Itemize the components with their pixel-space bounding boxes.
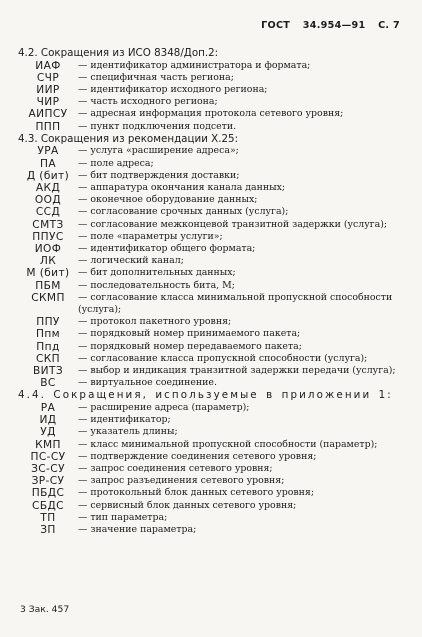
abbreviation-row — [18, 377, 402, 389]
standard-label: ГОСТ — [261, 20, 291, 31]
abbreviation-term: УД — [40, 426, 56, 439]
abbreviation-list — [18, 47, 402, 536]
abbreviation-row — [18, 145, 402, 157]
abbreviation-term: ППП — [35, 120, 61, 133]
abbreviation-row — [18, 121, 402, 133]
abbreviation-definition: — подтверждение соединения сетевого уровня; — [78, 450, 317, 462]
abbreviation-row — [18, 439, 402, 451]
abbreviation-term: ИИР — [36, 84, 60, 96]
page-number: С. 7 — [378, 20, 400, 31]
abbreviation-row — [18, 219, 402, 231]
abbreviation-term: ООД — [34, 194, 62, 207]
abbreviation-row — [18, 463, 402, 475]
abbreviation-term: ЗП — [40, 524, 56, 537]
abbreviation-definition: — услуга «расширение адреса»; — [78, 145, 239, 157]
abbreviation-row — [18, 500, 402, 512]
abbreviation-definition: — тип параметра; — [78, 511, 168, 523]
abbreviation-term: ТП — [40, 511, 56, 524]
abbreviation-row — [18, 72, 402, 84]
abbreviation-definition: — часть исходного региона; — [78, 96, 218, 108]
abbreviation-row — [18, 365, 402, 377]
abbreviation-definition: — протокольный блок данных сетевого уровня; — [78, 487, 315, 499]
abbreviation-row — [18, 426, 402, 438]
abbreviation-row — [18, 475, 402, 487]
abbreviation-row — [18, 170, 402, 182]
abbreviation-term: ИД — [39, 414, 57, 427]
abbreviation-row — [18, 341, 402, 353]
abbreviation-term: Ппд — [36, 340, 60, 353]
abbreviation-definition: — идентификатор общего формата; — [78, 243, 256, 255]
abbreviation-term: РА — [40, 402, 56, 415]
abbreviation-term: ПС-СУ — [30, 450, 66, 463]
abbreviation-row — [18, 292, 402, 316]
abbreviation-term: ПБДС — [31, 487, 65, 500]
abbreviation-definition: — расширение адреса (параметр); — [78, 402, 250, 414]
abbreviation-term: УРА — [37, 145, 59, 158]
abbreviation-row — [18, 158, 402, 170]
abbreviation-row — [18, 402, 402, 414]
abbreviation-row — [18, 182, 402, 194]
abbreviation-definition: — аппаратура окончания канала данных; — [78, 182, 286, 194]
abbreviation-definition: — согласование класса пропускной способности (услуга); — [78, 352, 368, 364]
section-heading: 4.3. Сокращения из рекомендации Х.25: — [18, 132, 239, 145]
abbreviation-term: СМТЗ — [32, 218, 64, 231]
abbreviation-row — [18, 84, 402, 96]
page-footer: 3 Зак. 457 — [20, 604, 70, 615]
abbreviation-term: АИПСУ — [28, 108, 68, 121]
abbreviation-definition: — указатель длины; — [78, 426, 178, 438]
abbreviation-term: СКП — [35, 352, 61, 365]
abbreviation-term: Ппм — [35, 328, 61, 341]
abbreviation-term: ПА — [39, 157, 56, 170]
abbreviation-definition: — протокол пакетного уровня; — [78, 316, 232, 328]
page-header — [261, 20, 400, 31]
abbreviation-term: ВИТЗ — [32, 365, 64, 378]
abbreviation-definition: — порядковый номер передаваемого пакета; — [78, 340, 302, 352]
abbreviation-definition: — порядковый номер принимаемого пакета; — [78, 328, 301, 340]
abbreviation-term: КМП — [35, 438, 61, 451]
abbreviation-term: ППУ — [36, 316, 60, 329]
abbreviation-definition: — виртуальное соединение. — [78, 377, 217, 389]
abbreviation-definition: — выбор и индикация транзитной задержки передачи (услуга); — [78, 365, 396, 377]
abbreviation-term: Д (бит) — [26, 169, 70, 182]
abbreviation-row — [18, 328, 402, 340]
abbreviation-term: ППУС — [32, 230, 64, 243]
abbreviation-definition: — согласование класса минимальной пропускной способности (услуга); — [78, 291, 393, 316]
abbreviation-row — [18, 108, 402, 120]
abbreviation-definition: — специфичная часть региона; — [78, 71, 234, 83]
abbreviation-term: СЧР — [36, 71, 60, 84]
abbreviation-row — [18, 316, 402, 328]
abbreviation-definition: — согласование межконцевой транзитной задержки (услуга); — [78, 218, 388, 230]
abbreviation-definition: — класс минимальной пропускной способности (параметр); — [78, 438, 378, 450]
abbreviation-term: СКМП — [31, 291, 65, 304]
abbreviation-definition: — значение параметра; — [78, 524, 197, 536]
abbreviation-definition: — бит подтверждения доставки; — [78, 169, 240, 181]
abbreviation-row — [18, 487, 402, 499]
abbreviation-definition: — идентификатор; — [78, 414, 171, 426]
abbreviation-term: ССД — [35, 206, 61, 219]
abbreviation-term: АКД — [35, 182, 61, 195]
abbreviation-definition: — пункт подключения подсети. — [78, 120, 237, 132]
abbreviation-row — [18, 353, 402, 365]
abbreviation-term: ИОФ — [34, 243, 62, 256]
abbreviation-term: М (бит) — [26, 267, 70, 280]
abbreviation-row — [18, 60, 402, 72]
abbreviation-definition: — оконечное оборудование данных; — [78, 194, 258, 206]
abbreviation-definition: — поле «параметры услуги»; — [78, 230, 223, 242]
abbreviation-definition: — сервисный блок данных сетевого уровня; — [78, 499, 297, 511]
abbreviation-row — [18, 512, 402, 524]
abbreviation-row — [18, 267, 402, 279]
abbreviation-definition: — идентификатор администратора и формата; — [78, 59, 311, 71]
section-heading: 4.2. Сокращения из ИСО 8348/Доп.2: — [18, 47, 219, 59]
abbreviation-row — [18, 194, 402, 206]
abbreviation-definition: — запрос соединения сетевого уровня; — [78, 463, 273, 475]
abbreviation-definition: — логический канал; — [78, 255, 184, 267]
abbreviation-term: ЗР-СУ — [31, 475, 65, 488]
abbreviation-definition: — согласование срочных данных (услуга); — [78, 206, 289, 218]
abbreviation-row — [18, 524, 402, 536]
abbreviation-row — [18, 451, 402, 463]
abbreviation-row — [18, 231, 402, 243]
abbreviation-row — [18, 255, 402, 267]
abbreviation-definition: — идентификатор исходного региона; — [78, 84, 268, 95]
abbreviation-term: ИАФ — [35, 59, 61, 72]
abbreviation-definition: — запрос разъединения сетевого уровня; — [78, 475, 285, 487]
abbreviation-row — [18, 96, 402, 108]
abbreviation-row — [18, 414, 402, 426]
abbreviation-definition: — адресная информация протокола сетевого уровня; — [78, 108, 344, 120]
abbreviation-row — [18, 280, 402, 292]
abbreviation-term: ЧИР — [36, 96, 60, 109]
abbreviation-term: ЛК — [39, 255, 57, 268]
abbreviation-definition: — бит дополнительных данных; — [78, 267, 236, 279]
abbreviation-term: СБДС — [32, 499, 64, 512]
abbreviation-row — [18, 206, 402, 218]
abbreviation-term: ВС — [40, 377, 56, 390]
abbreviation-definition: — поле адреса; — [78, 157, 154, 169]
abbreviation-term: ЗС-СУ — [31, 463, 65, 476]
abbreviation-term: ПБМ — [35, 279, 61, 292]
standard-number: 34.954—91 — [302, 20, 366, 31]
section-heading: 4.4. Сокращения, используемые в приложении 1: — [18, 389, 393, 402]
abbreviation-definition: — последовательность бита, М; — [78, 279, 235, 291]
abbreviation-row — [18, 243, 402, 255]
